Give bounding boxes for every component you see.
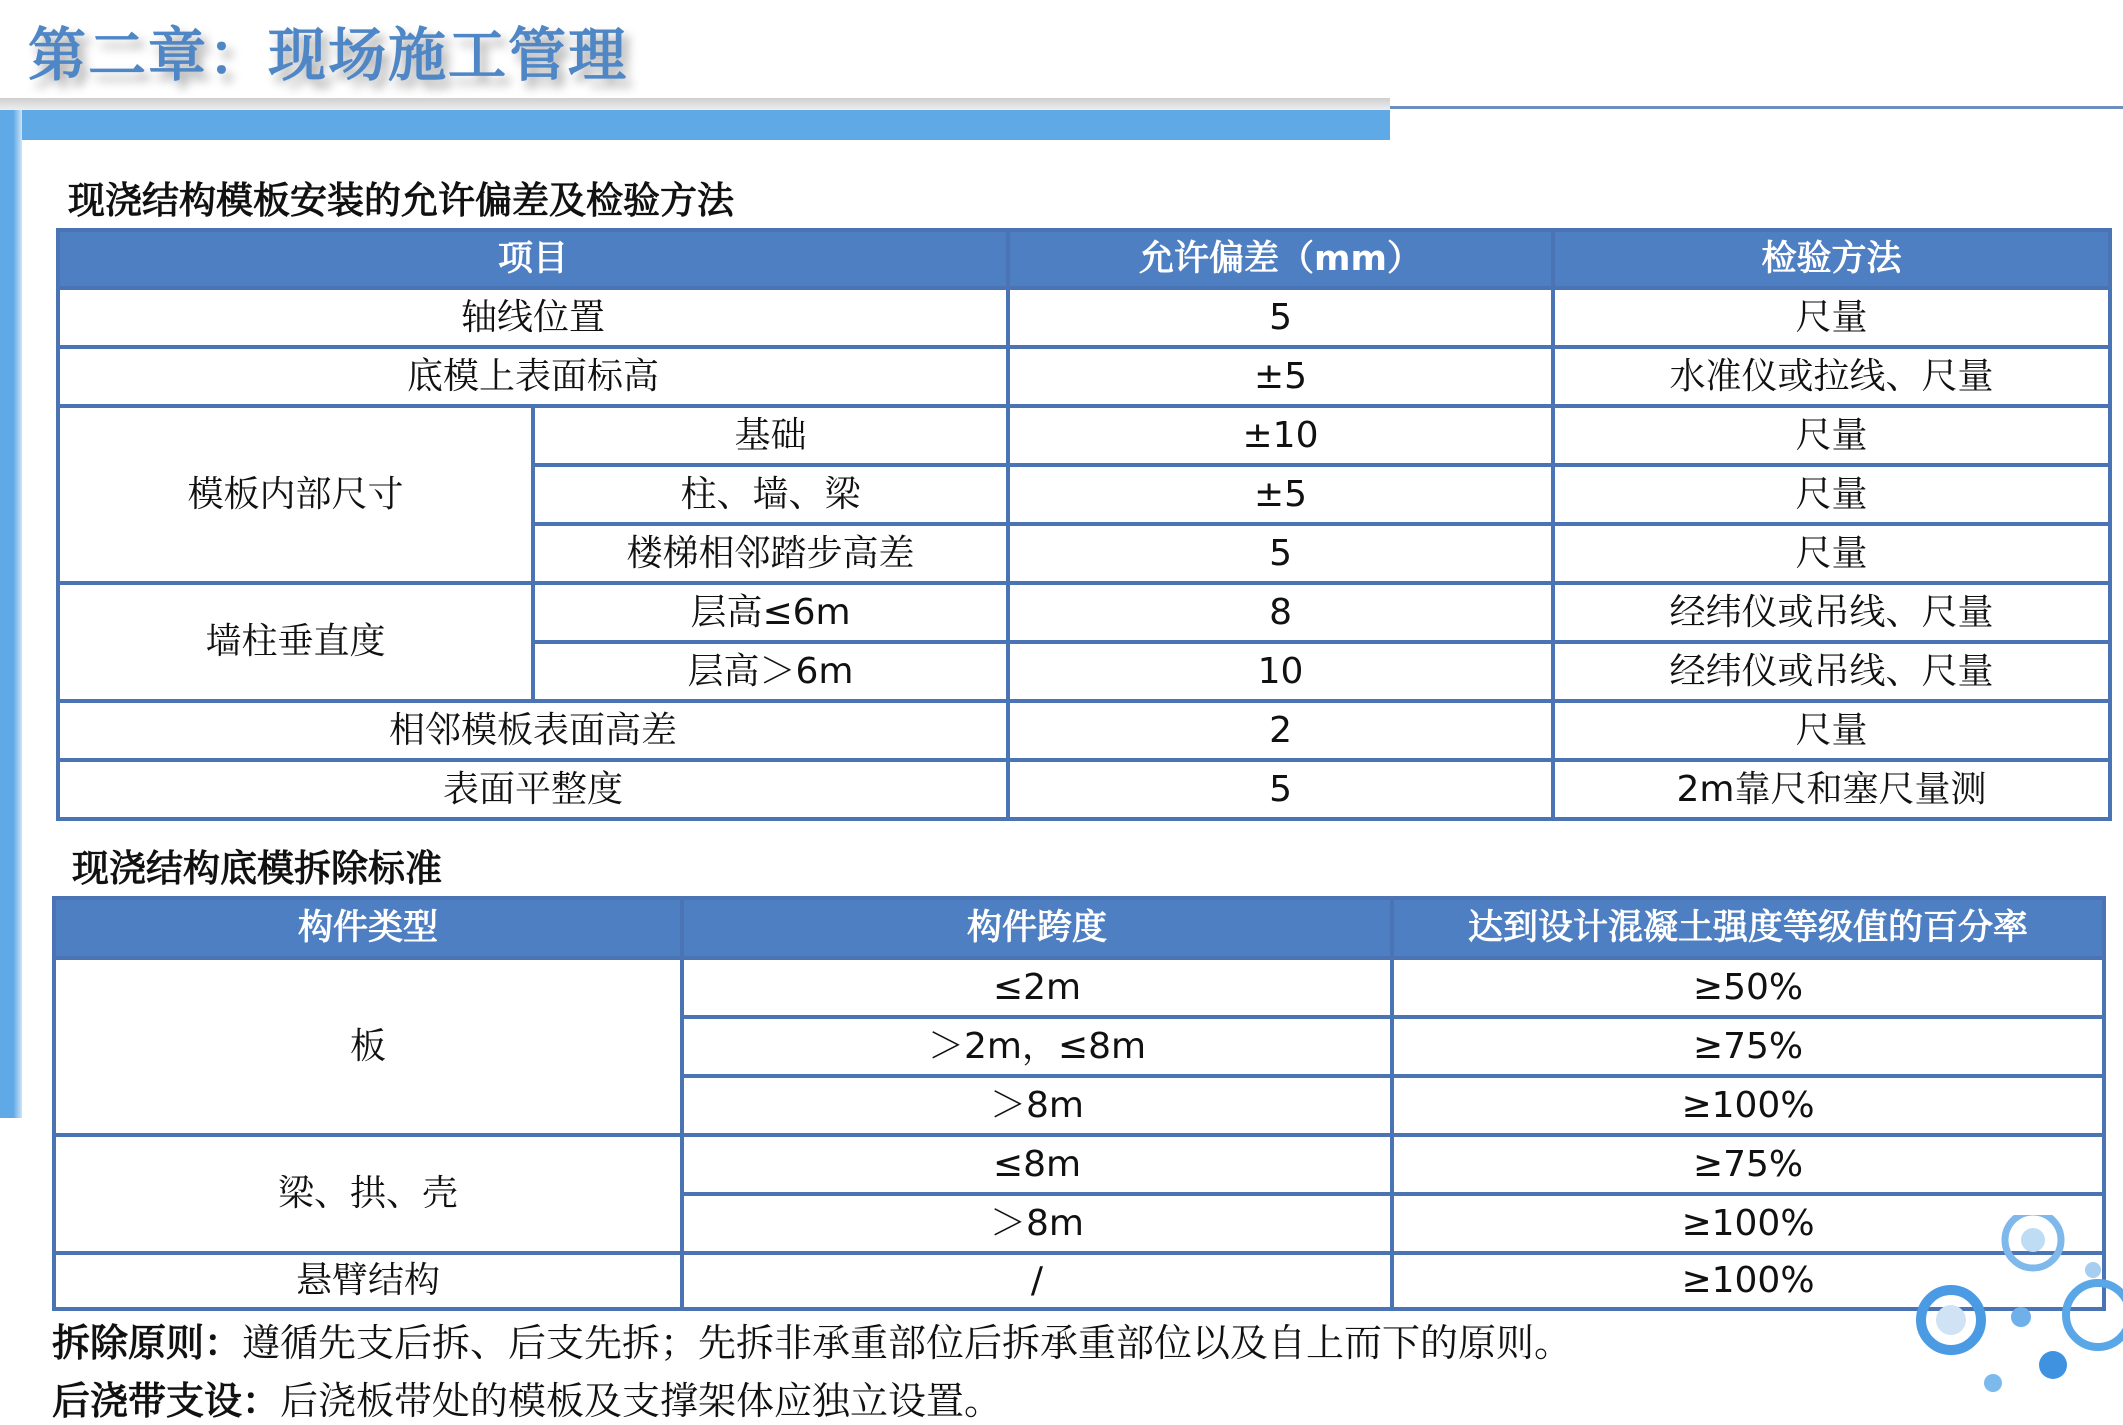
table-row	[58, 288, 2110, 347]
cell-method: 水准仪或拉线、尺量	[1553, 347, 2110, 406]
table-row	[54, 1253, 2104, 1309]
cell-method: 尺量	[1553, 288, 2110, 347]
bubble-dot	[1984, 1374, 2002, 1392]
cell-group: 模板内部尺寸	[58, 406, 533, 583]
decorative-bubbles	[1893, 1215, 2123, 1425]
header-accent-bar	[0, 110, 1390, 140]
cell-member-type: 梁、拱、壳	[54, 1135, 682, 1253]
cell-tolerance: 5	[1008, 760, 1553, 819]
cell-method: 尺量	[1553, 465, 2110, 524]
table2-title: 现浇结构底模拆除标准	[72, 847, 442, 890]
note-label: 拆除原则：	[52, 1321, 243, 1365]
table-row	[58, 701, 2110, 760]
bubble-ring	[2066, 1283, 2123, 1347]
cell-percent: ≥100%	[1392, 1253, 2104, 1309]
note-text: 遵循先支后拆、后支先拆；先拆非承重部位后拆承重部位以及自上而下的原则。	[242, 1321, 1573, 1365]
cell-span: /	[682, 1253, 1392, 1309]
header-member-span: 构件跨度	[682, 898, 1392, 958]
cell-sub-item: 柱、墙、梁	[533, 465, 1008, 524]
cell-group: 墙柱垂直度	[58, 583, 533, 701]
table1-title: 现浇结构模板安装的允许偏差及检验方法	[68, 179, 734, 222]
cell-percent: ≥50%	[1392, 958, 2104, 1017]
table-row	[54, 958, 2104, 1017]
header-tolerance: 允许偏差（mm）	[1008, 230, 1553, 288]
header-rule	[1390, 106, 2123, 109]
cell-tolerance: 2	[1008, 701, 1553, 760]
table-row	[58, 760, 2110, 819]
cell-member-type: 悬臂结构	[54, 1253, 682, 1309]
cell-tolerance: 5	[1008, 288, 1553, 347]
header-member-type: 构件类型	[54, 898, 682, 958]
cell-tolerance: 10	[1008, 642, 1553, 701]
bubble-dot	[2085, 1262, 2101, 1278]
header-method: 检验方法	[1553, 230, 2110, 288]
note-post-pour-strip	[52, 1370, 1002, 1425]
tolerance-table	[56, 228, 2112, 821]
table-row	[58, 406, 2110, 465]
cell-percent: ≥100%	[1392, 1194, 2104, 1253]
cell-tolerance: 5	[1008, 524, 1553, 583]
cell-percent: ≥75%	[1392, 1135, 2104, 1194]
bubble-dot	[2011, 1307, 2031, 1327]
cell-span: ＞8m	[682, 1194, 1392, 1253]
bubble-dot	[1936, 1305, 1966, 1335]
cell-method: 经纬仪或吊线、尺量	[1553, 642, 2110, 701]
table-header-row	[58, 230, 2110, 288]
cell-percent: ≥75%	[1392, 1017, 2104, 1076]
cell-item: 轴线位置	[58, 288, 1008, 347]
cell-method: 尺量	[1553, 524, 2110, 583]
note-removal-principle	[52, 1312, 1572, 1367]
cell-method: 2m靠尺和塞尺量测	[1553, 760, 2110, 819]
cell-item: 相邻模板表面高差	[58, 701, 1008, 760]
header-item: 项目	[58, 230, 1008, 288]
slide-title: 第二章：现场施工管理	[28, 21, 629, 89]
cell-tolerance: ±10	[1008, 406, 1553, 465]
cell-method: 尺量	[1553, 406, 2110, 465]
formwork-removal-table	[52, 896, 2106, 1311]
bubble-dot	[2039, 1351, 2067, 1379]
cell-item: 表面平整度	[58, 760, 1008, 819]
cell-span: ＞8m	[682, 1076, 1392, 1135]
header-strength-percent: 达到设计混凝土强度等级值的百分率	[1392, 898, 2104, 958]
cell-tolerance: ±5	[1008, 347, 1553, 406]
cell-sub-item: 层高≤6m	[533, 583, 1008, 642]
cell-span: ≤8m	[682, 1135, 1392, 1194]
note-text: 后浇板带处的模板及支撑架体应独立设置。	[280, 1379, 1003, 1423]
cell-tolerance: ±5	[1008, 465, 1553, 524]
cell-member-type: 板	[54, 958, 682, 1135]
cell-method: 尺量	[1553, 701, 2110, 760]
left-accent-bar	[0, 110, 22, 1118]
cell-span: ＞2m，≤8m	[682, 1017, 1392, 1076]
cell-item: 底模上表面标高	[58, 347, 1008, 406]
table-row	[54, 1135, 2104, 1194]
cell-percent: ≥100%	[1392, 1076, 2104, 1135]
cell-tolerance: 8	[1008, 583, 1553, 642]
note-label: 后浇带支设：	[52, 1379, 281, 1423]
table-header-row	[54, 898, 2104, 958]
cell-span: ≤2m	[682, 958, 1392, 1017]
cell-method: 经纬仪或吊线、尺量	[1553, 583, 2110, 642]
cell-sub-item: 层高＞6m	[533, 642, 1008, 701]
table-row	[58, 583, 2110, 642]
bubble-dot	[2021, 1228, 2045, 1252]
table-row	[58, 347, 2110, 406]
cell-sub-item: 楼梯相邻踏步高差	[533, 524, 1008, 583]
cell-sub-item: 基础	[533, 406, 1008, 465]
